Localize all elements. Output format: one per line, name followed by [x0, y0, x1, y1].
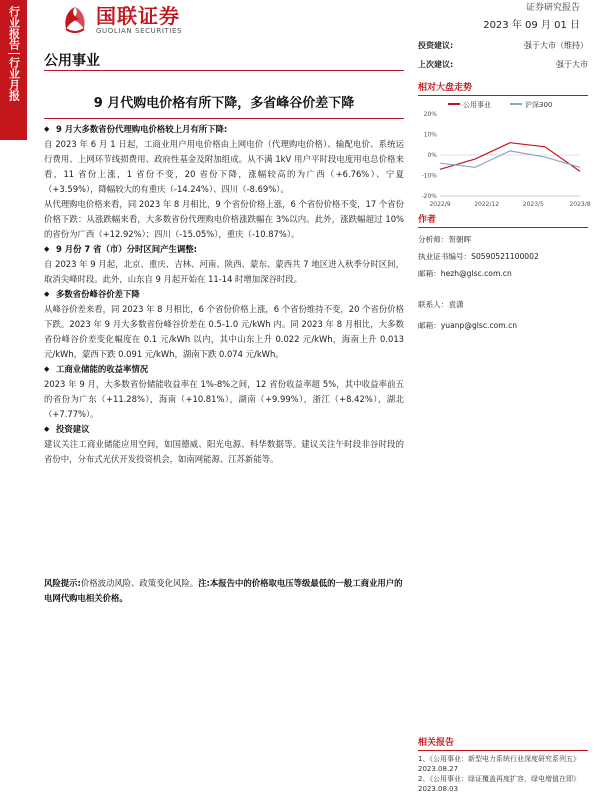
paragraph: 从代理购电价格来看，同 2023 年 8 月相比，9 个省份价格上涨，6 个省份价格不变，17 个省份价格下跌：从涨跌幅来看，大多数省份代理购电价格涨跌幅在 3%以内。此外，涨跌幅超过 10%的省份为广西（+12.92%）；四川（-15.05%），重庆（-10.87%）。	[44, 199, 404, 239]
x-tick-label: 2023/8	[569, 201, 591, 208]
y-tick-label: -20%	[421, 193, 437, 200]
series-line	[440, 143, 580, 172]
note-label: 注:	[198, 578, 210, 588]
trend-chart-title: 相对大盘走势	[418, 80, 588, 96]
paragraph: 自 2023 年 9 月起，北京、重庆、吉林、河南、陕西、蒙东、蒙西共 7 地区进入秋季分时区间，取消尖峰时段。此外，山东自 9 月起开始在 11-14 时增加深谷时段。	[44, 259, 404, 284]
risk-label: 风险提示:	[44, 578, 81, 588]
report-category-sidebar	[0, 0, 27, 140]
y-tick-label: 20%	[423, 111, 437, 118]
report-type: 证券研究报告	[525, 3, 580, 13]
sidebar-label-monthly: 行业月报	[7, 57, 21, 101]
related-report-link[interactable]: 1、《公用事业：新型电力系统行业深度研究系列五》2023.08.27	[418, 755, 580, 773]
last-rating-label: 上次建议:	[418, 60, 454, 69]
legend-label: 公用事业	[463, 101, 491, 109]
x-tick-label: 2022/12	[474, 201, 500, 208]
invest-rating-row	[418, 40, 588, 51]
paragraph: 2023 年 9 月，大多数省份储能收益率在 1%-8%之间，12 省份收益率超 5%，其中收益率前五的省份为广东（+11.28%），海南（+10.81%），湖南（+9.99%），浙江（+8.42%），湖北（+7.77%）。	[44, 379, 404, 419]
contact-name: 联系人：袁潇	[418, 300, 464, 309]
x-tick-label: 2023/5	[522, 201, 544, 208]
analyst-email[interactable]: 邮箱：hezh@glsc.com.cn	[418, 269, 512, 278]
last-rating-row	[418, 59, 588, 70]
sidebar-divider	[8, 53, 20, 54]
report-body	[44, 122, 404, 467]
section-heading: ◆ 多数省份峰谷价差下降	[44, 287, 404, 302]
series-line	[440, 151, 580, 167]
paragraph: 从峰谷价差来看，同 2023 年 8 月相比，6 个省份价格上涨，6 个省份维持不变，20 个省份价格下跌。2023 年 9 月大多数省份峰谷价差在 0.5-1.0 元/kWh 内。同 2023 年 8 月相比，大多数省份峰谷价差变化幅度在 0.1 元/kWh 以内，其中山东上升 0.022 元/kWh，海南上升 0.013 元/kWh，蒙西下跌 0.091 元/kWh，湖南下跌 0.074 元/kWh。	[44, 304, 404, 359]
section-heading: ◆ 工商业储能的收益率情况	[44, 362, 404, 377]
company-logo	[60, 3, 230, 37]
paragraph: 建议关注工商业储能应用空间，如国德威、阳光电源、科华数据等。建议关注午时段非谷时段的省份中，分布式光伏开发投资机会，如南网能源、江苏新能等。	[44, 439, 404, 464]
x-tick-label: 2022/9	[429, 201, 451, 208]
legend-label: 沪深300	[525, 101, 553, 109]
logo-mark-icon	[60, 5, 90, 35]
author-title: 作者	[418, 212, 588, 228]
risk-notice	[44, 576, 404, 606]
invest-rating-value: 强于大市（维持）	[524, 41, 588, 50]
related-report-link[interactable]: 2、《公用事业：绿证覆盖再度扩容，绿电增值在即》2023.08.03	[418, 775, 580, 793]
last-rating-value: 强于大市	[556, 60, 588, 69]
trend-chart	[418, 96, 591, 216]
analyst-cert: 执业证书编号：S0590521100002	[418, 252, 539, 261]
report-headline: 9 月代购电价格有所下降，多省峰谷价差下降	[93, 96, 355, 111]
y-tick-label: 10%	[423, 131, 437, 139]
section-heading: ◆ 投资建议	[44, 422, 404, 437]
y-tick-label: -10%	[421, 172, 437, 180]
invest-rating-label: 投资建议:	[418, 41, 454, 50]
logo-name-cn: 国联证券	[96, 4, 180, 28]
author-panel	[418, 212, 588, 337]
divider	[44, 118, 404, 119]
related-title: 相关报告	[418, 738, 588, 751]
y-tick-label: 0%	[427, 152, 437, 159]
rating-panel	[418, 40, 591, 220]
sidebar-label-report: 行业报告	[7, 6, 21, 50]
risk-text: 价格波动风险、政策变化风险。	[80, 578, 199, 588]
section-heading: ◆ 9 月大多数省份代理购电价格较上月有所下降:	[44, 122, 404, 137]
section-heading: ◆ 9 月份 7 省（市）分时区间产生调整:	[44, 242, 404, 257]
contact-email[interactable]: 邮箱：yuanp@glsc.com.cn	[418, 321, 518, 330]
divider	[44, 70, 404, 71]
report-date: 2023 年 09 月 01 日	[483, 20, 580, 31]
sector-title: 公用事业	[44, 53, 100, 69]
logo-name-en: GUOLIAN SECURITIES	[96, 27, 183, 35]
analyst-name: 分析师：贺朝晖	[418, 235, 472, 244]
paragraph: 自 2023 年 6 月 1 日起，工商业用户用电价格由上网电价（代理购电价格）、输配电价、系统运行费用、上网环节线损费用、政府性基金及附加组成。从不满 1kV 用户平时段电度用电总价格来看，11 省份上涨，1 省份不变，20 省份下降，涨幅较高的为广西（+6.76%）、宁夏（+3.59%），降幅较大的有重庆（-14.24%）、四川（-8.69%）。	[44, 139, 404, 194]
note-text: 本报告中的价格取电压等级最低的一般工商业用户的电网代购电相关价格。	[44, 578, 403, 603]
related-reports	[418, 738, 588, 794]
